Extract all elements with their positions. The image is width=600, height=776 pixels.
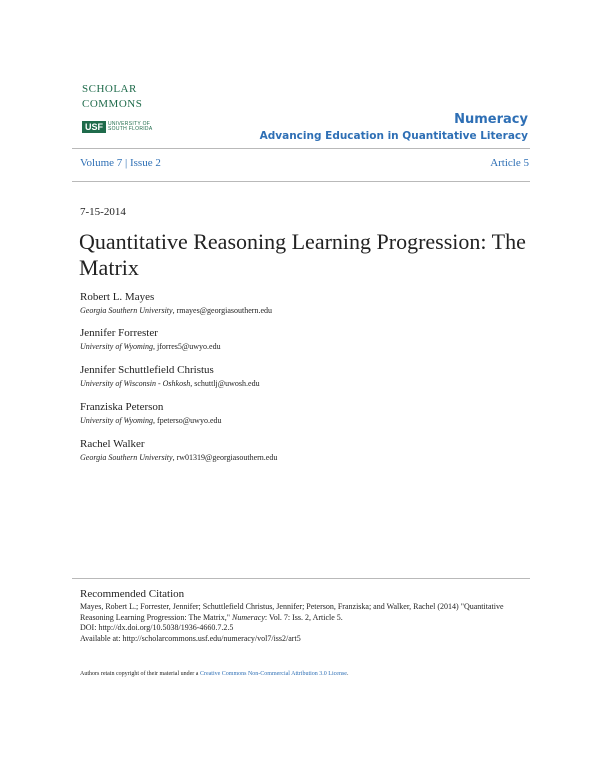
author-affiliation: University of Wyoming, fpeterso@uwyo.edu — [80, 416, 222, 425]
license-prefix: Authors retain copyright of their material under a — [80, 671, 200, 677]
author-email[interactable]: schuttlj@uwosh.edu — [194, 379, 260, 388]
volume-issue — [80, 157, 161, 169]
author-block — [80, 438, 277, 462]
volume-link[interactable]: Volume 7 — [80, 157, 123, 169]
license-link[interactable]: Creative Commons Non-Commercial Attribution 3.0 License — [199, 671, 347, 677]
affiliation-name: Georgia Southern University — [80, 306, 173, 315]
citation-doi[interactable]: DOI: http://dx.doi.org/10.5038/1936-4660.7.2.5 — [80, 623, 234, 632]
author-name: Jennifer Forrester — [80, 327, 158, 339]
logo-line-scholar: SCHOLAR — [82, 83, 137, 95]
usf-badge: USF — [82, 121, 106, 133]
logo-line-commons: COMMONS — [82, 98, 143, 110]
citation-part1: Mayes, Robert L.; Forrester, Jennifer; Schuttlefield Christus, Jennifer; Peterson, Franziska; and Walker, Rachel (2014) "Quantitative Reasoning Learning Progression: The Matrix," — [80, 602, 504, 622]
author-affiliation: University of Wyoming, jforres5@uwyo.edu — [80, 342, 221, 351]
volume-separator: | — [125, 157, 128, 169]
affiliation-name: University of Wyoming — [80, 342, 154, 351]
author-block — [80, 291, 272, 315]
license-note — [80, 671, 520, 677]
author-affiliation: University of Wisconsin - Oshkosh, schuttlj@uwosh.edu — [80, 379, 260, 388]
author-email[interactable]: jforres5@uwyo.edu — [157, 342, 221, 351]
article-number — [490, 157, 529, 169]
author-email[interactable]: rmayes@georgiasouthern.edu — [176, 306, 272, 315]
recommended-citation-heading: Recommended Citation — [80, 588, 185, 600]
article-link[interactable]: Article 5 — [490, 157, 529, 169]
university-name: UNIVERSITY OF SOUTH FLORIDA — [108, 121, 153, 132]
citation-journal: Numeracy — [231, 612, 265, 622]
journal-name[interactable]: Numeracy — [454, 112, 528, 127]
subheader-divider — [72, 181, 530, 182]
header-divider — [72, 148, 530, 149]
author-affiliation: Georgia Southern University, rmayes@georgiasouthern.edu — [80, 306, 272, 315]
author-name: Jennifer Schuttlefield Christus — [80, 364, 214, 376]
author-email[interactable]: fpeterso@uwyo.edu — [157, 416, 222, 425]
author-email[interactable]: rw01319@georgiasouthern.edu — [176, 453, 278, 462]
scholar-commons-logo[interactable] — [82, 84, 158, 134]
author-block — [80, 364, 260, 388]
journal-tagline[interactable]: Advancing Education in Quantitative Literacy — [259, 130, 528, 142]
author-affiliation: Georgia Southern University, rw01319@georgiasouthern.edu — [80, 453, 278, 462]
license-suffix: . — [346, 671, 349, 677]
citation-divider — [72, 578, 530, 579]
author-name: Franziska Peterson — [80, 401, 164, 413]
issue-link[interactable]: Issue 2 — [129, 157, 161, 169]
paper-title: Quantitative Reasoning Learning Progression: The Matrix — [79, 229, 526, 280]
publication-date: 7-15-2014 — [80, 206, 126, 218]
author-name: Robert L. Mayes — [80, 291, 155, 303]
author-block — [80, 401, 222, 425]
affiliation-name: Georgia Southern University — [80, 453, 173, 462]
author-block — [80, 327, 221, 351]
citation-url[interactable]: Available at: http://scholarcommons.usf.edu/numeracy/vol7/iss2/art5 — [80, 633, 301, 643]
author-name: Rachel Walker — [80, 438, 145, 450]
journal-header — [260, 112, 528, 142]
citation-part2: : Vol. 7: Iss. 2, Article 5. — [264, 612, 343, 622]
affiliation-name: University of Wisconsin - Oshkosh — [80, 379, 191, 388]
citation-text — [80, 602, 520, 644]
affiliation-name: University of Wyoming — [80, 416, 154, 425]
